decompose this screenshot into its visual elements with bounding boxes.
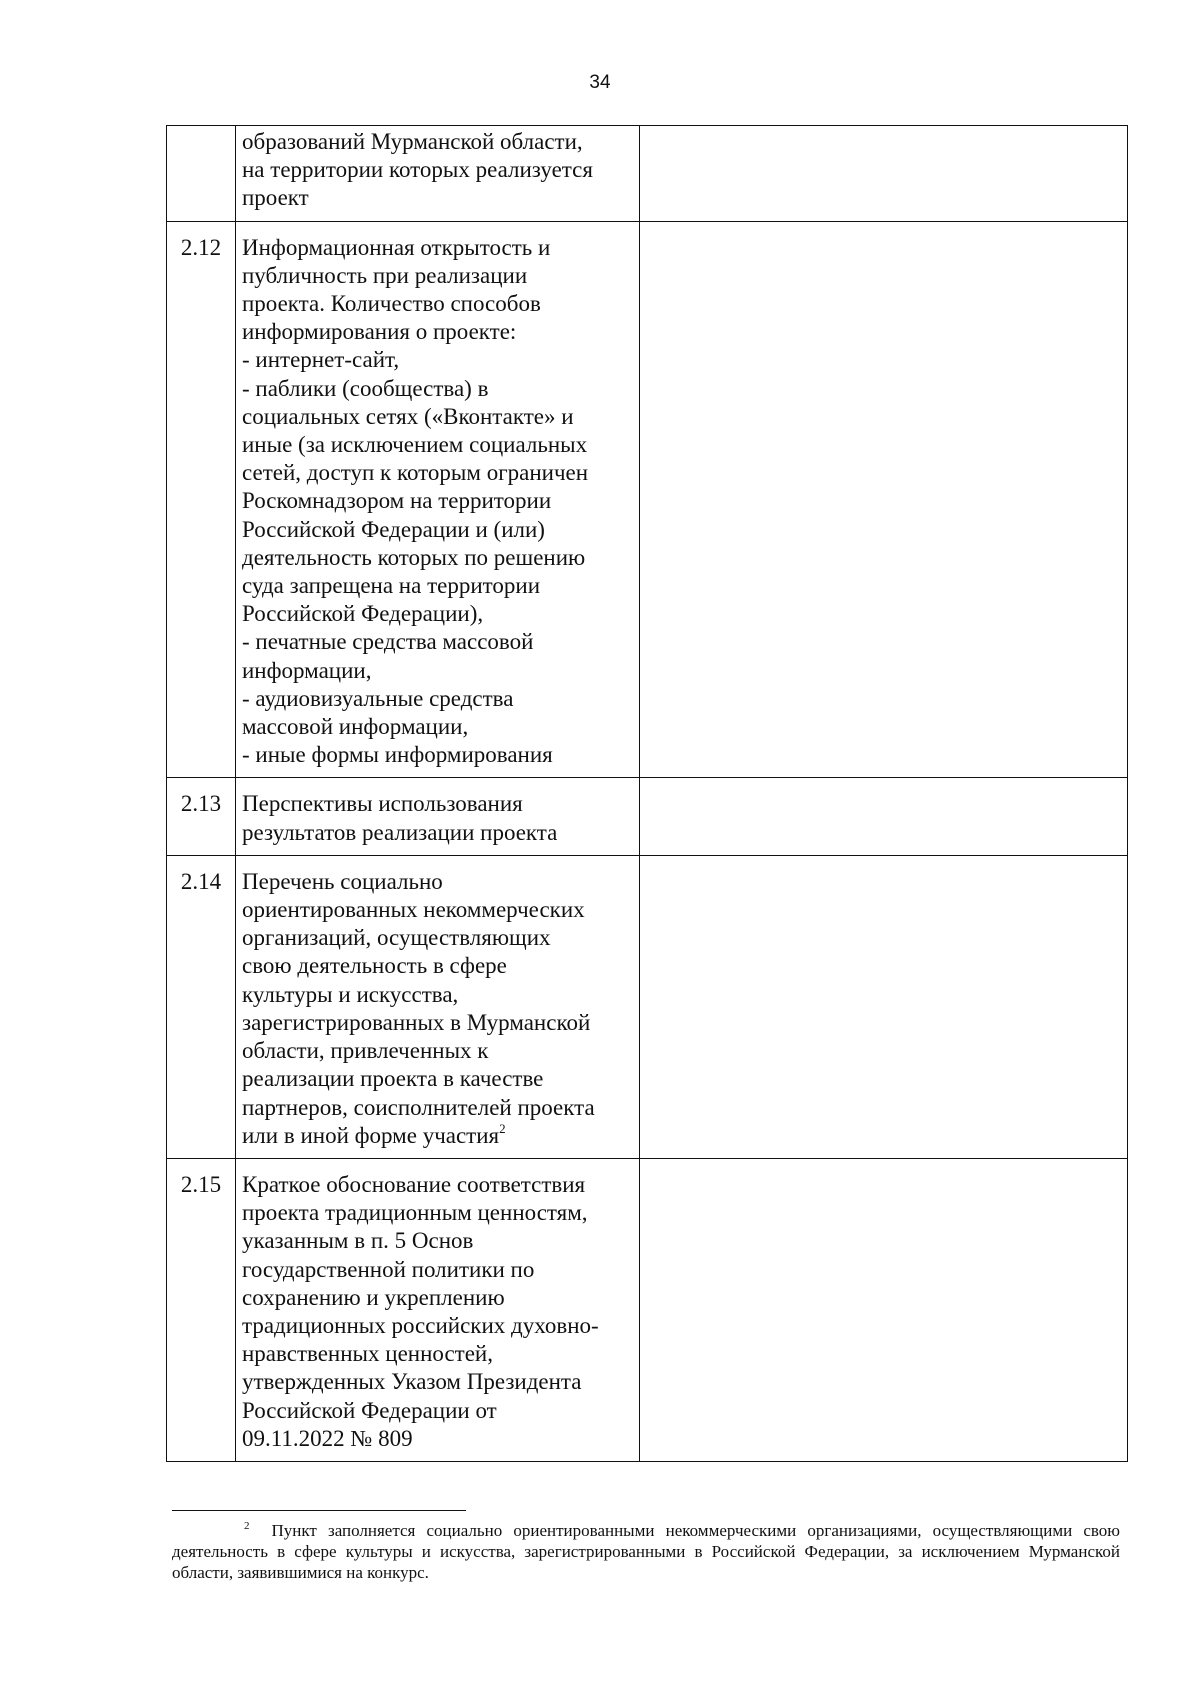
- description-line-text: реализации проекта в качестве: [242, 1066, 544, 1092]
- description-line-text: результатов реализации проекта: [242, 819, 558, 845]
- description-line: [242, 262, 633, 290]
- description-line-text: проект: [242, 185, 309, 211]
- description-line-text: нравственных ценностей,: [242, 1341, 493, 1367]
- description-line: [242, 403, 633, 431]
- description-line-text: деятельность которых по решению: [242, 544, 586, 570]
- description-line: [242, 819, 633, 847]
- description-line-text: Краткое обоснование соответствия: [242, 1171, 586, 1197]
- footnote-separator: [172, 1510, 466, 1511]
- description-line: [242, 156, 633, 184]
- description-line: [242, 1094, 633, 1122]
- description-line: [242, 234, 633, 262]
- description-line-text: партнеров, соисполнителей проекта: [242, 1094, 595, 1120]
- description-line: [242, 628, 633, 656]
- description-line: [242, 1312, 633, 1340]
- description-line: [242, 741, 633, 769]
- description-line-text: Перспективы использования: [242, 791, 523, 817]
- description-line: [242, 1284, 633, 1312]
- description-line: [242, 290, 633, 318]
- description-line: [242, 924, 633, 952]
- description-line-text: Российской Федерации от: [242, 1397, 497, 1423]
- description-line-text: Роскомнадзором на территории: [242, 488, 552, 514]
- row-description-cell: [236, 778, 640, 855]
- description-line-text: зарегистрированных в Мурманской: [242, 1009, 591, 1035]
- description-line-text: Перечень социально: [242, 868, 443, 894]
- description-line: [242, 1397, 633, 1425]
- description-line-text: информирования о проекте:: [242, 319, 517, 345]
- description-line: [242, 346, 633, 374]
- description-line: [242, 516, 633, 544]
- description-line: [242, 1037, 633, 1065]
- description-line-text: - печатные средства массовой: [242, 629, 534, 655]
- description-line: [242, 1256, 633, 1284]
- description-line: [242, 868, 633, 896]
- row-value-cell[interactable]: [640, 855, 1128, 1158]
- row-number-cell: 2.15: [167, 1158, 236, 1461]
- description-line-text: Российской Федерации),: [242, 601, 484, 627]
- description-line-text: указанным в п. 5 Основ: [242, 1228, 474, 1254]
- description-line-text: области, привлеченных к: [242, 1038, 489, 1064]
- table-row: [167, 778, 1128, 855]
- description-line: [242, 657, 633, 685]
- row-number-cell: 2.14: [167, 855, 236, 1158]
- table-row: [167, 855, 1128, 1158]
- description-line: [242, 459, 633, 487]
- description-line: [242, 1425, 633, 1453]
- description-line: [242, 572, 633, 600]
- description-line: [242, 1368, 633, 1396]
- description-line-text: сетей, доступ к которым ограничен: [242, 460, 589, 486]
- description-line: [242, 1171, 633, 1199]
- row-value-cell[interactable]: [640, 221, 1128, 778]
- row-description-cell: [236, 126, 640, 222]
- description-line-text: организаций, осуществляющих: [242, 925, 551, 951]
- description-line: [242, 184, 633, 212]
- description-line-text: - паблики (сообщества) в: [242, 375, 489, 401]
- description-line: [242, 981, 633, 1009]
- footnote-text: Пункт заполняется социально ориентированными некоммерческими организациями, осуществляющими свою деятельность в сфере культуры и искусства, зарегистрированными в Российской Федерации, за исключением Мурманской области, заявившимися на конкурс.: [172, 1521, 1120, 1582]
- description-line-text: 09.11.2022 № 809: [242, 1425, 413, 1451]
- footnote: [172, 1520, 1120, 1583]
- row-number-cell: 2.12: [167, 221, 236, 778]
- row-value-cell[interactable]: [640, 1158, 1128, 1461]
- description-line: [242, 1340, 633, 1368]
- description-line-text: государственной политики по: [242, 1256, 535, 1282]
- description-line-text: или в иной форме участия: [242, 1122, 500, 1148]
- description-line-text: традиционных российских духовно-: [242, 1312, 599, 1338]
- description-line: [242, 375, 633, 403]
- row-value-cell[interactable]: [640, 126, 1128, 222]
- description-line: [242, 1199, 633, 1227]
- row-value-cell[interactable]: [640, 778, 1128, 855]
- description-line: [242, 896, 633, 924]
- description-line-text: Информационная открытость и: [242, 234, 551, 260]
- description-line-text: публичность при реализации: [242, 262, 528, 288]
- description-line-text: - иные формы информирования: [242, 742, 553, 768]
- application-form-table: [166, 125, 1128, 1462]
- description-line: [242, 685, 633, 713]
- description-line: [242, 1122, 633, 1150]
- description-line-text: проекта. Количество способов: [242, 291, 541, 317]
- description-line: [242, 128, 633, 156]
- description-line-text: - интернет-сайт,: [242, 347, 400, 373]
- description-line: [242, 600, 633, 628]
- description-line-text: суда запрещена на территории: [242, 573, 541, 599]
- page-number: 34: [589, 72, 611, 93]
- description-line: [242, 544, 633, 572]
- description-line-text: сохранению и укреплению: [242, 1284, 505, 1310]
- description-line-text: культуры и искусства,: [242, 981, 459, 1007]
- description-line-text: иные (за исключением социальных: [242, 432, 588, 458]
- description-line-text: массовой информации,: [242, 714, 469, 740]
- description-line: [242, 1009, 633, 1037]
- description-line-text: утвержденных Указом Президента: [242, 1369, 582, 1395]
- description-line: [242, 1065, 633, 1093]
- description-line-text: Российской Федерации и (или): [242, 516, 545, 542]
- description-line: [242, 790, 633, 818]
- table-row: [167, 1158, 1128, 1461]
- row-description-cell: [236, 855, 640, 1158]
- table-row: [167, 221, 1128, 778]
- row-number-cell: [167, 126, 236, 222]
- footnote-mark: 2: [244, 1520, 250, 1532]
- row-description-cell: [236, 1158, 640, 1461]
- description-line: [242, 487, 633, 515]
- description-line-text: свою деятельность в сфере: [242, 953, 507, 979]
- description-line: [242, 1227, 633, 1255]
- description-line: [242, 713, 633, 741]
- description-line-text: ориентированных некоммерческих: [242, 897, 585, 923]
- description-line-text: на территории которых реализуется: [242, 157, 593, 183]
- row-number-cell: 2.13: [167, 778, 236, 855]
- description-line: [242, 318, 633, 346]
- row-description-cell: [236, 221, 640, 778]
- footnote-reference: 2: [499, 1120, 506, 1136]
- description-line-text: образований Мурманской области,: [242, 129, 583, 154]
- description-line: [242, 431, 633, 459]
- table-row: [167, 126, 1128, 222]
- description-line-text: проекта традиционным ценностям,: [242, 1200, 588, 1226]
- description-line-text: социальных сетях («Вконтакте» и: [242, 403, 574, 429]
- description-line-text: - аудиовизуальные средства: [242, 685, 514, 711]
- description-line-text: информации,: [242, 657, 372, 683]
- table-body: [167, 126, 1128, 1462]
- description-line: [242, 952, 633, 980]
